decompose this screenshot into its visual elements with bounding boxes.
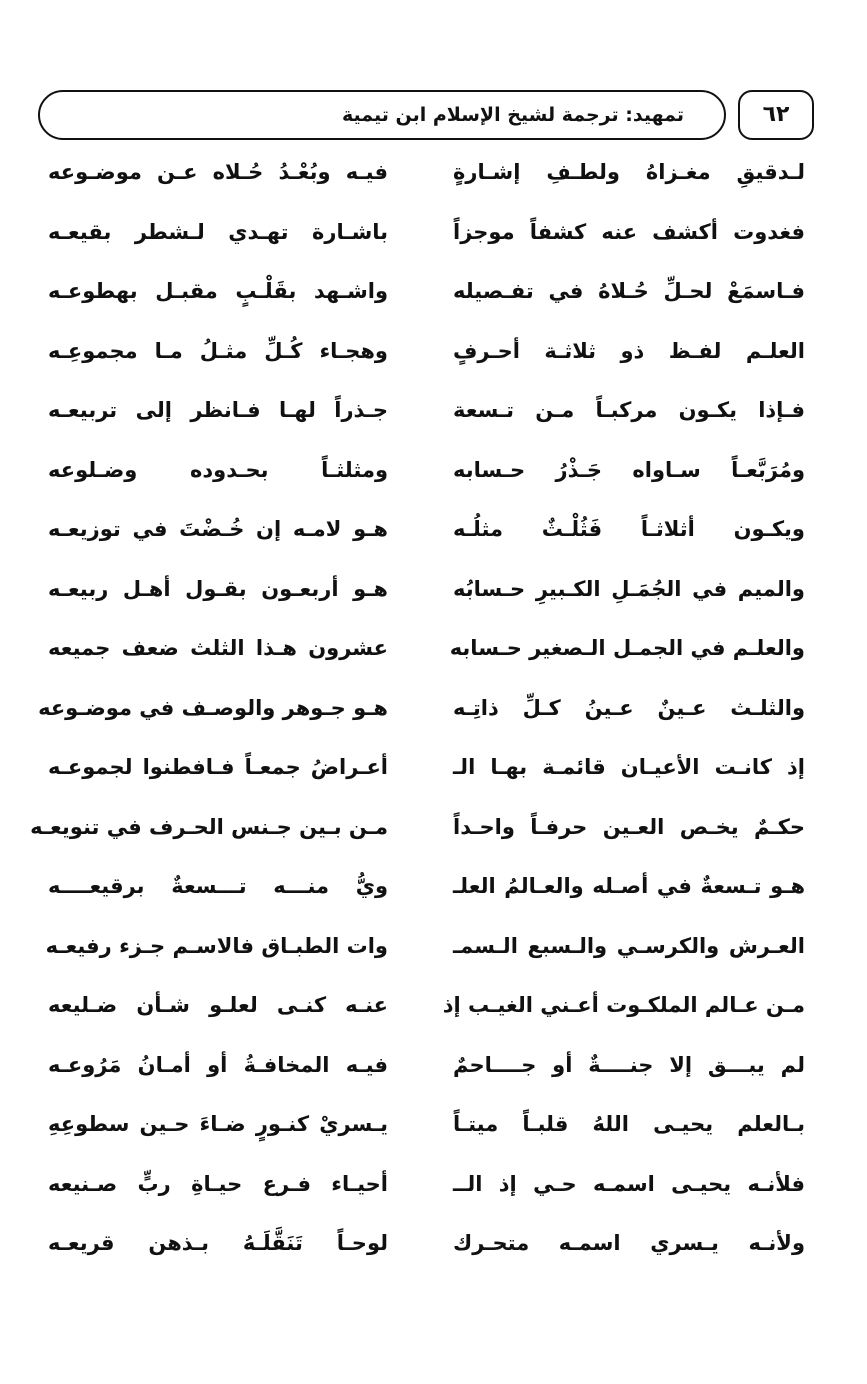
verse-second-hemistich: ويُّ منـــه تـــسعةٌ برقيعــــه xyxy=(48,874,388,898)
verse-second-hemistich: باشـارة تهـدي لـشطر بقيعـه xyxy=(48,219,388,244)
verse-first-hemistich: ولأنـه يـسري اسمـه متحـرك xyxy=(453,1231,805,1255)
verse-first-hemistich: حكـمٌ يخـص العـين حرفـاً واحـداً xyxy=(453,814,805,839)
verse-row xyxy=(0,1155,867,1215)
verse-first-hemistich: ويكـون أثلاثـاً فَثُلْـثٌ مثلُـه xyxy=(453,517,805,541)
verse-row xyxy=(0,798,867,858)
verse-first-hemistich: ومُرَبَّعـاً سـاواه جَـذْرُ حـسابه xyxy=(453,457,805,482)
verse-first-hemistich: هـو تـسعةٌ في أصـله والعـالمُ العلـ xyxy=(453,874,805,898)
verse-row xyxy=(0,560,867,620)
verse-row xyxy=(0,143,867,203)
verse-first-hemistich: فغدوت أكشف عنه كشفاً موجزاً xyxy=(453,219,805,244)
verse-row xyxy=(0,322,867,382)
verse-row xyxy=(0,1095,867,1155)
verse-second-hemistich: عشرون هـذا الثلث ضعف جميعه xyxy=(48,636,388,660)
chapter-title-box xyxy=(38,90,726,140)
verse-list xyxy=(0,143,867,1274)
verse-row xyxy=(0,381,867,441)
verse-second-hemistich: يـسريْ كنـورٍ ضـاءَ حـين سطوعِهِ xyxy=(48,1112,388,1136)
page-header xyxy=(38,90,814,144)
verse-first-hemistich: فـإذا يكـون مركبـاً مـن تـسعة xyxy=(453,398,805,422)
verse-second-hemistich: ومثلثـاً بحـدوده وضـلوعه xyxy=(48,457,388,482)
verse-second-hemistich: مـن بـين جـنس الحـرف في تنويعـه xyxy=(30,814,388,839)
verse-first-hemistich: إذ كانـت الأعيـان قائمـة بهـا الـ xyxy=(453,755,805,779)
verse-first-hemistich: والثلـث عـينٌ عـينُ كـلِّ ذاتِـه xyxy=(453,695,805,720)
verse-row xyxy=(0,679,867,739)
verse-second-hemistich: فيـه وبُعْـدُ حُـلاه عـن موضـوعه xyxy=(48,160,388,184)
verse-second-hemistich: واشـهد بقَلْـبٍ مقبـل بهطوعـه xyxy=(48,279,388,303)
verse-row xyxy=(0,738,867,798)
verse-first-hemistich: والعلـم في الجمـل الـصغير حـسابه xyxy=(449,636,805,660)
verse-second-hemistich: عنـه كنـى لعلـو شـأن ضـليعه xyxy=(48,993,388,1017)
verse-row xyxy=(0,1036,867,1096)
verse-first-hemistich: فلأنـه يحيـى اسمـه حـي إذ الــ xyxy=(453,1171,805,1196)
verse-second-hemistich: هـو أربعـون بقـول أهـل ربيعـه xyxy=(48,576,388,601)
verse-row xyxy=(0,917,867,977)
verse-second-hemistich: أعـراضُ جمعـاً فـافطنوا لجموعـه xyxy=(48,755,388,779)
verse-second-hemistich: هـو جـوهر والوصـف في موضـوعه xyxy=(38,695,388,720)
verse-second-hemistich: هـو لامـه إن خُـضْتَ في توزيعـه xyxy=(48,517,388,541)
verse-second-hemistich: وهجـاء كُـلِّ مثـلُ مـا مجموعِـه xyxy=(48,338,388,363)
chapter-title: تمهيد: ترجمة لشيخ الإسلام ابن تيمية xyxy=(342,104,684,126)
verse-row xyxy=(0,857,867,917)
verse-row xyxy=(0,441,867,501)
verse-second-hemistich: وات الطبـاق فالاسـم جـزء رفيعـه xyxy=(45,933,388,958)
verse-first-hemistich: مـن عـالم الملكـوت أعـني الغيـب إذ xyxy=(442,993,805,1017)
verse-second-hemistich: لوحـاً تَنَقَّلَـهُ بـذهن قريعـه xyxy=(48,1231,388,1255)
verse-row xyxy=(0,1214,867,1274)
verse-row xyxy=(0,976,867,1036)
verse-second-hemistich: جـذراً لهـا فـانظر إلى تربيعـه xyxy=(48,398,388,422)
verse-first-hemistich: لم يبـــق إلا جنــــةٌ أو جــــاحمٌ xyxy=(453,1052,805,1077)
verse-second-hemistich: فيـه المخافـةُ أو أمـانُ مَرُوعـه xyxy=(48,1052,388,1077)
verse-first-hemistich: لـدقيقِ مغـزاهُ ولطـفِ إشـارةٍ xyxy=(453,160,805,184)
verse-row xyxy=(0,500,867,560)
page-number: ٦٢ xyxy=(738,90,814,140)
verse-first-hemistich: العـرش والكرسـي والـسبع الـسمـ xyxy=(453,933,805,958)
verse-first-hemistich: والميم في الجُمَـلِ الكـبيرِ حـسابُه xyxy=(453,576,805,601)
verse-row xyxy=(0,262,867,322)
verse-row xyxy=(0,619,867,679)
verse-first-hemistich: بـالعلم يحيـى اللهُ قلبـاً ميتـاً xyxy=(453,1112,805,1136)
verse-first-hemistich: فـاسمَعْ لحـلِّ حُـلاهُ في تفـصيله xyxy=(453,279,805,303)
verse-second-hemistich: أحيـاء فـرع حيـاةِ ربٍّ صـنيعه xyxy=(48,1171,388,1196)
verse-row xyxy=(0,203,867,263)
verse-first-hemistich: العلـم لفـظ ذو ثلاثـة أحـرفٍ xyxy=(453,338,805,363)
